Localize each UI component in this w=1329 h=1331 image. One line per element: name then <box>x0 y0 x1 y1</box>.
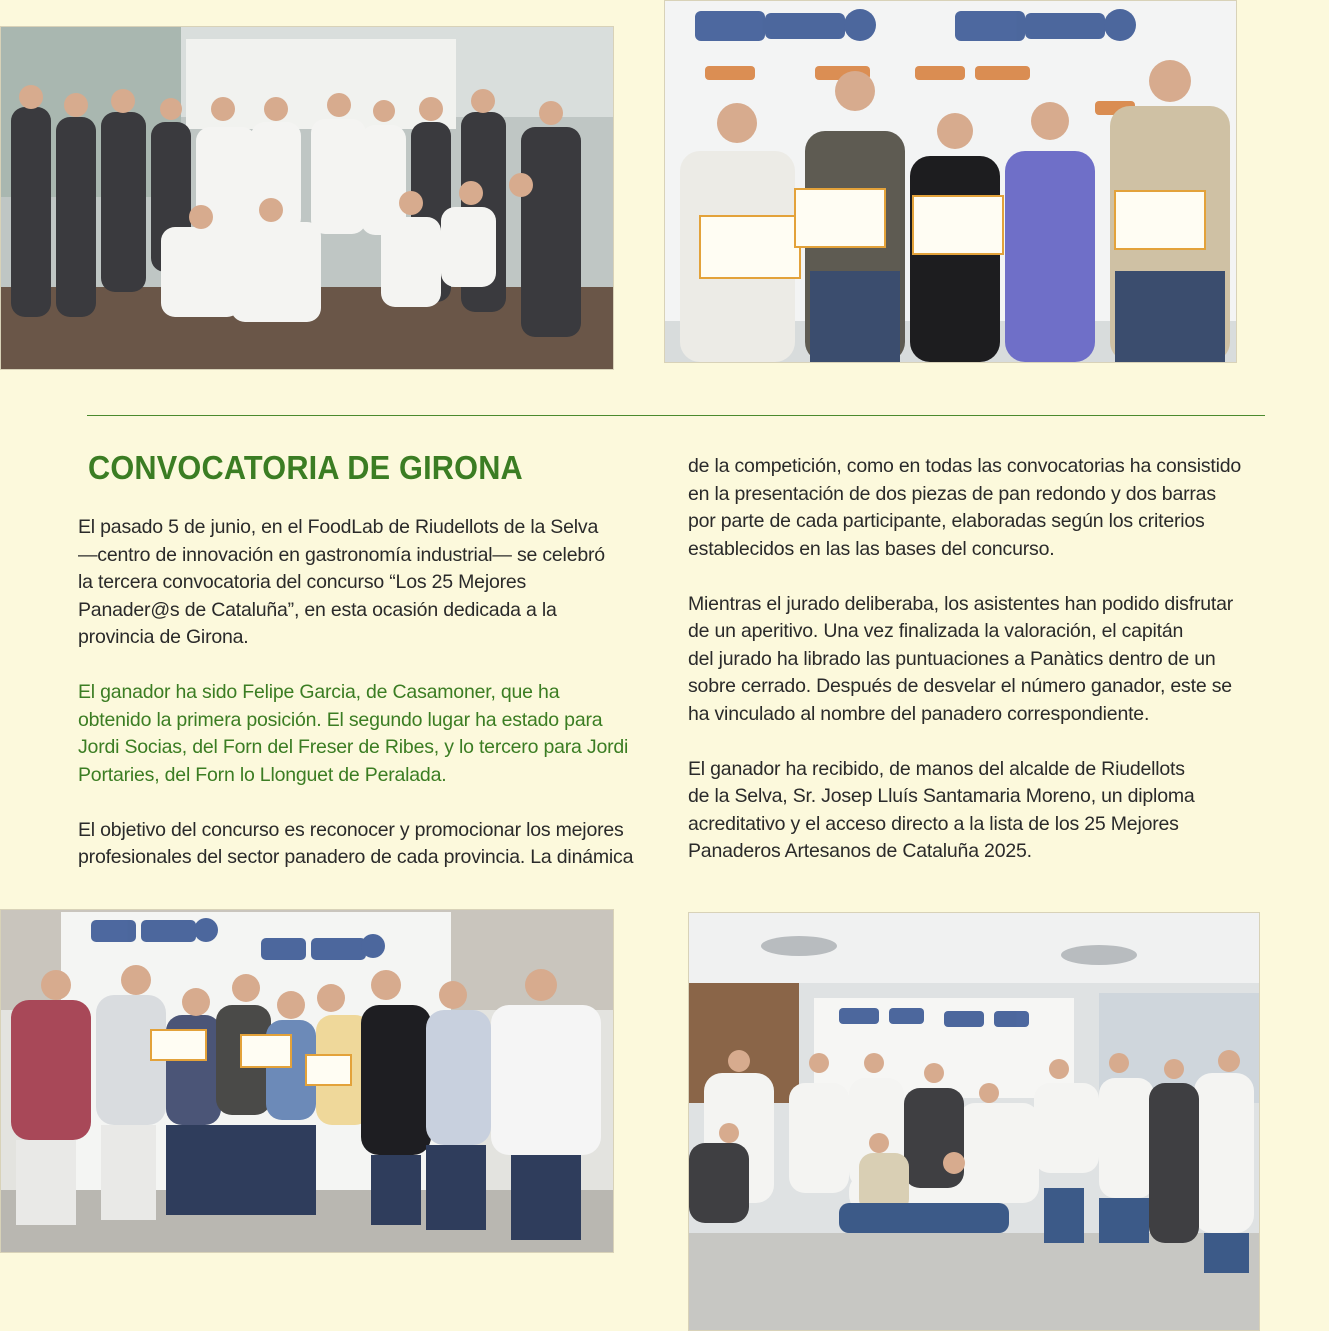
photo-bottom-left-group <box>0 909 614 1253</box>
winners-paragraph: El ganador ha sido Felipe Garcia, de Casamoner, que ha obtenido la primera posición. El segundo lugar ha estado para Jordi Socias, del Forn del Freser de Ribes, y lo tercero para Jordi Portaries, del Forn lo Llonguet de Peralada. <box>78 681 629 786</box>
left-text-column <box>78 514 638 872</box>
intro-paragraph: El pasado 5 de junio, en el FoodLab de Riudellots de la Selva —centro de innovación en gastronomía industrial— se celebró la tercera convocatoria del concurso “Los 25 Mejores Panader@s de Cataluña”, en esta ocasión dedicada a la provincia de Girona. <box>78 516 605 648</box>
photo-top-left-group <box>0 26 614 370</box>
jury-paragraph: Mientras el jurado deliberaba, los asistentes han podido disfrutar de un aperitivo. Una vez finalizada la valoración, el capitán del jurado ha librado las puntuaciones a Panàtics dentro de un sobre cerrado. Después de desvelar el número ganador, este se ha vinculado al nombre del panadero correspondiente. <box>688 592 1234 725</box>
competition-paragraph: de la competición, como en todas las convocatorias ha consistido en la presentación de dos piezas de pan redondo y dos barras por parte de cada participante, elaboradas según los criterios establecidos en las las bases del concurso. <box>688 455 1242 560</box>
section-divider <box>87 415 1265 416</box>
article-title: CONVOCATORIA DE GIRONA <box>88 449 523 486</box>
right-text-column <box>688 453 1268 866</box>
photo-top-right-winners <box>664 0 1237 363</box>
photo-bottom-right-group <box>688 912 1260 1331</box>
objective-paragraph: El objetivo del concurso es reconocer y promocionar los mejores profesionales del sector panadero de cada provincia. La dinámica <box>78 818 634 868</box>
award-paragraph: El ganador ha recibido, de manos del alcalde de Riudellots de la Selva, Sr. Josep Lluís Santamaria Moreno, un diploma acreditativo y el acceso directo a la lista de los 25 Mejores Panaderos Artesanos de Cataluña 2025. <box>688 757 1195 862</box>
